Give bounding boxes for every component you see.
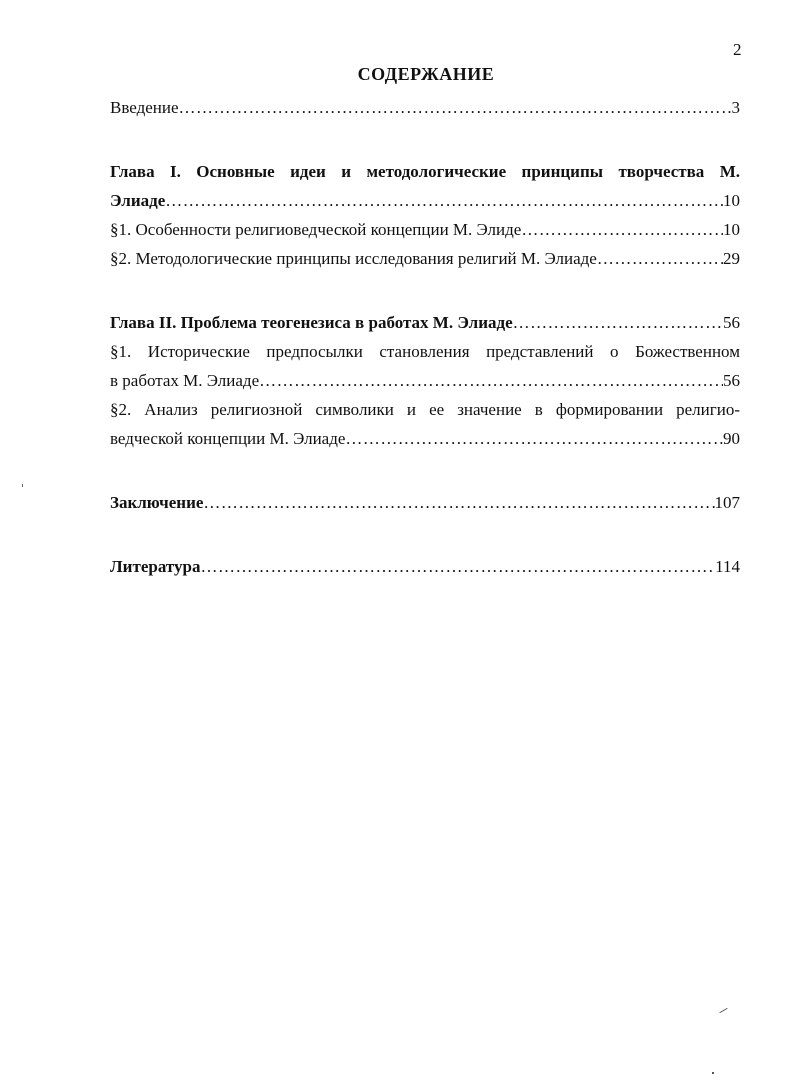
leader-dots	[513, 308, 723, 337]
toc-entry-label: Элиаде	[110, 191, 166, 210]
toc-entry-label: ведческой концепции М. Элиаде	[110, 429, 346, 448]
toc-entry-label: §2. Методологические принципы исследования религий М. Элиаде	[110, 249, 597, 268]
toc-entry-page: 56	[723, 371, 740, 390]
page-number: 2	[733, 40, 742, 59]
toc-chapter-2-section-2-heading[interactable]: §2. Анализ религиозной символики и ее значение в формировании религио-	[110, 400, 740, 419]
toc-entry-page: 10	[723, 191, 740, 210]
leader-dots	[179, 93, 732, 122]
toc-entry-label: Литература	[110, 557, 201, 576]
toc-entry-label: Глава II. Проблема теогенезиса в работах М. Элиаде	[110, 313, 513, 332]
toc-entry-page: 3	[731, 98, 740, 117]
toc-entry-label: Заключение	[110, 493, 204, 512]
toc-entry-chapter-2-section-1[interactable]	[110, 366, 740, 395]
leader-dots	[165, 186, 723, 215]
scan-speck	[719, 1008, 727, 1013]
toc-entry-intro[interactable]	[110, 93, 740, 122]
toc-entry-page: 107	[714, 493, 740, 512]
toc-entry-page: 10	[723, 220, 740, 239]
toc-entry-page: 56	[723, 313, 740, 332]
toc-entry-literature[interactable]	[110, 552, 740, 581]
leader-dots	[345, 424, 723, 453]
toc-entry-conclusion[interactable]	[110, 488, 740, 517]
toc-entry-label: в работах М. Элиаде	[110, 371, 260, 390]
leader-dots	[259, 366, 723, 395]
toc-chapter-2-section-1-heading[interactable]: §1. Исторические предпосылки становления представлений о Божественном	[110, 342, 740, 361]
toc-entry-chapter-1[interactable]	[110, 186, 740, 215]
scan-speck	[712, 1072, 714, 1074]
leader-dots	[521, 215, 723, 244]
toc-entry-chapter-1-section-2[interactable]	[110, 244, 740, 273]
scan-speck	[22, 484, 23, 487]
toc-entry-page: 29	[723, 249, 740, 268]
toc-entry-label: §1. Особенности религиоведческой концепции М. Элиде	[110, 220, 522, 239]
toc-entry-chapter-2[interactable]	[110, 308, 740, 337]
toc-chapter-1-heading[interactable]: Глава I. Основные идеи и методологические принципы творчества М.	[110, 162, 740, 181]
leader-dots	[200, 552, 715, 581]
toc-entry-chapter-2-section-2[interactable]	[110, 424, 740, 453]
leader-dots	[203, 488, 714, 517]
toc-entry-page: 90	[723, 429, 740, 448]
page-title: СОДЕРЖАНИЕ	[357, 64, 495, 84]
toc-entry-page: 114	[715, 557, 740, 576]
leader-dots	[597, 244, 723, 273]
toc-entry-chapter-1-section-1[interactable]	[110, 215, 740, 244]
table-of-contents	[110, 93, 740, 581]
toc-entry-label: Введение	[110, 98, 179, 117]
